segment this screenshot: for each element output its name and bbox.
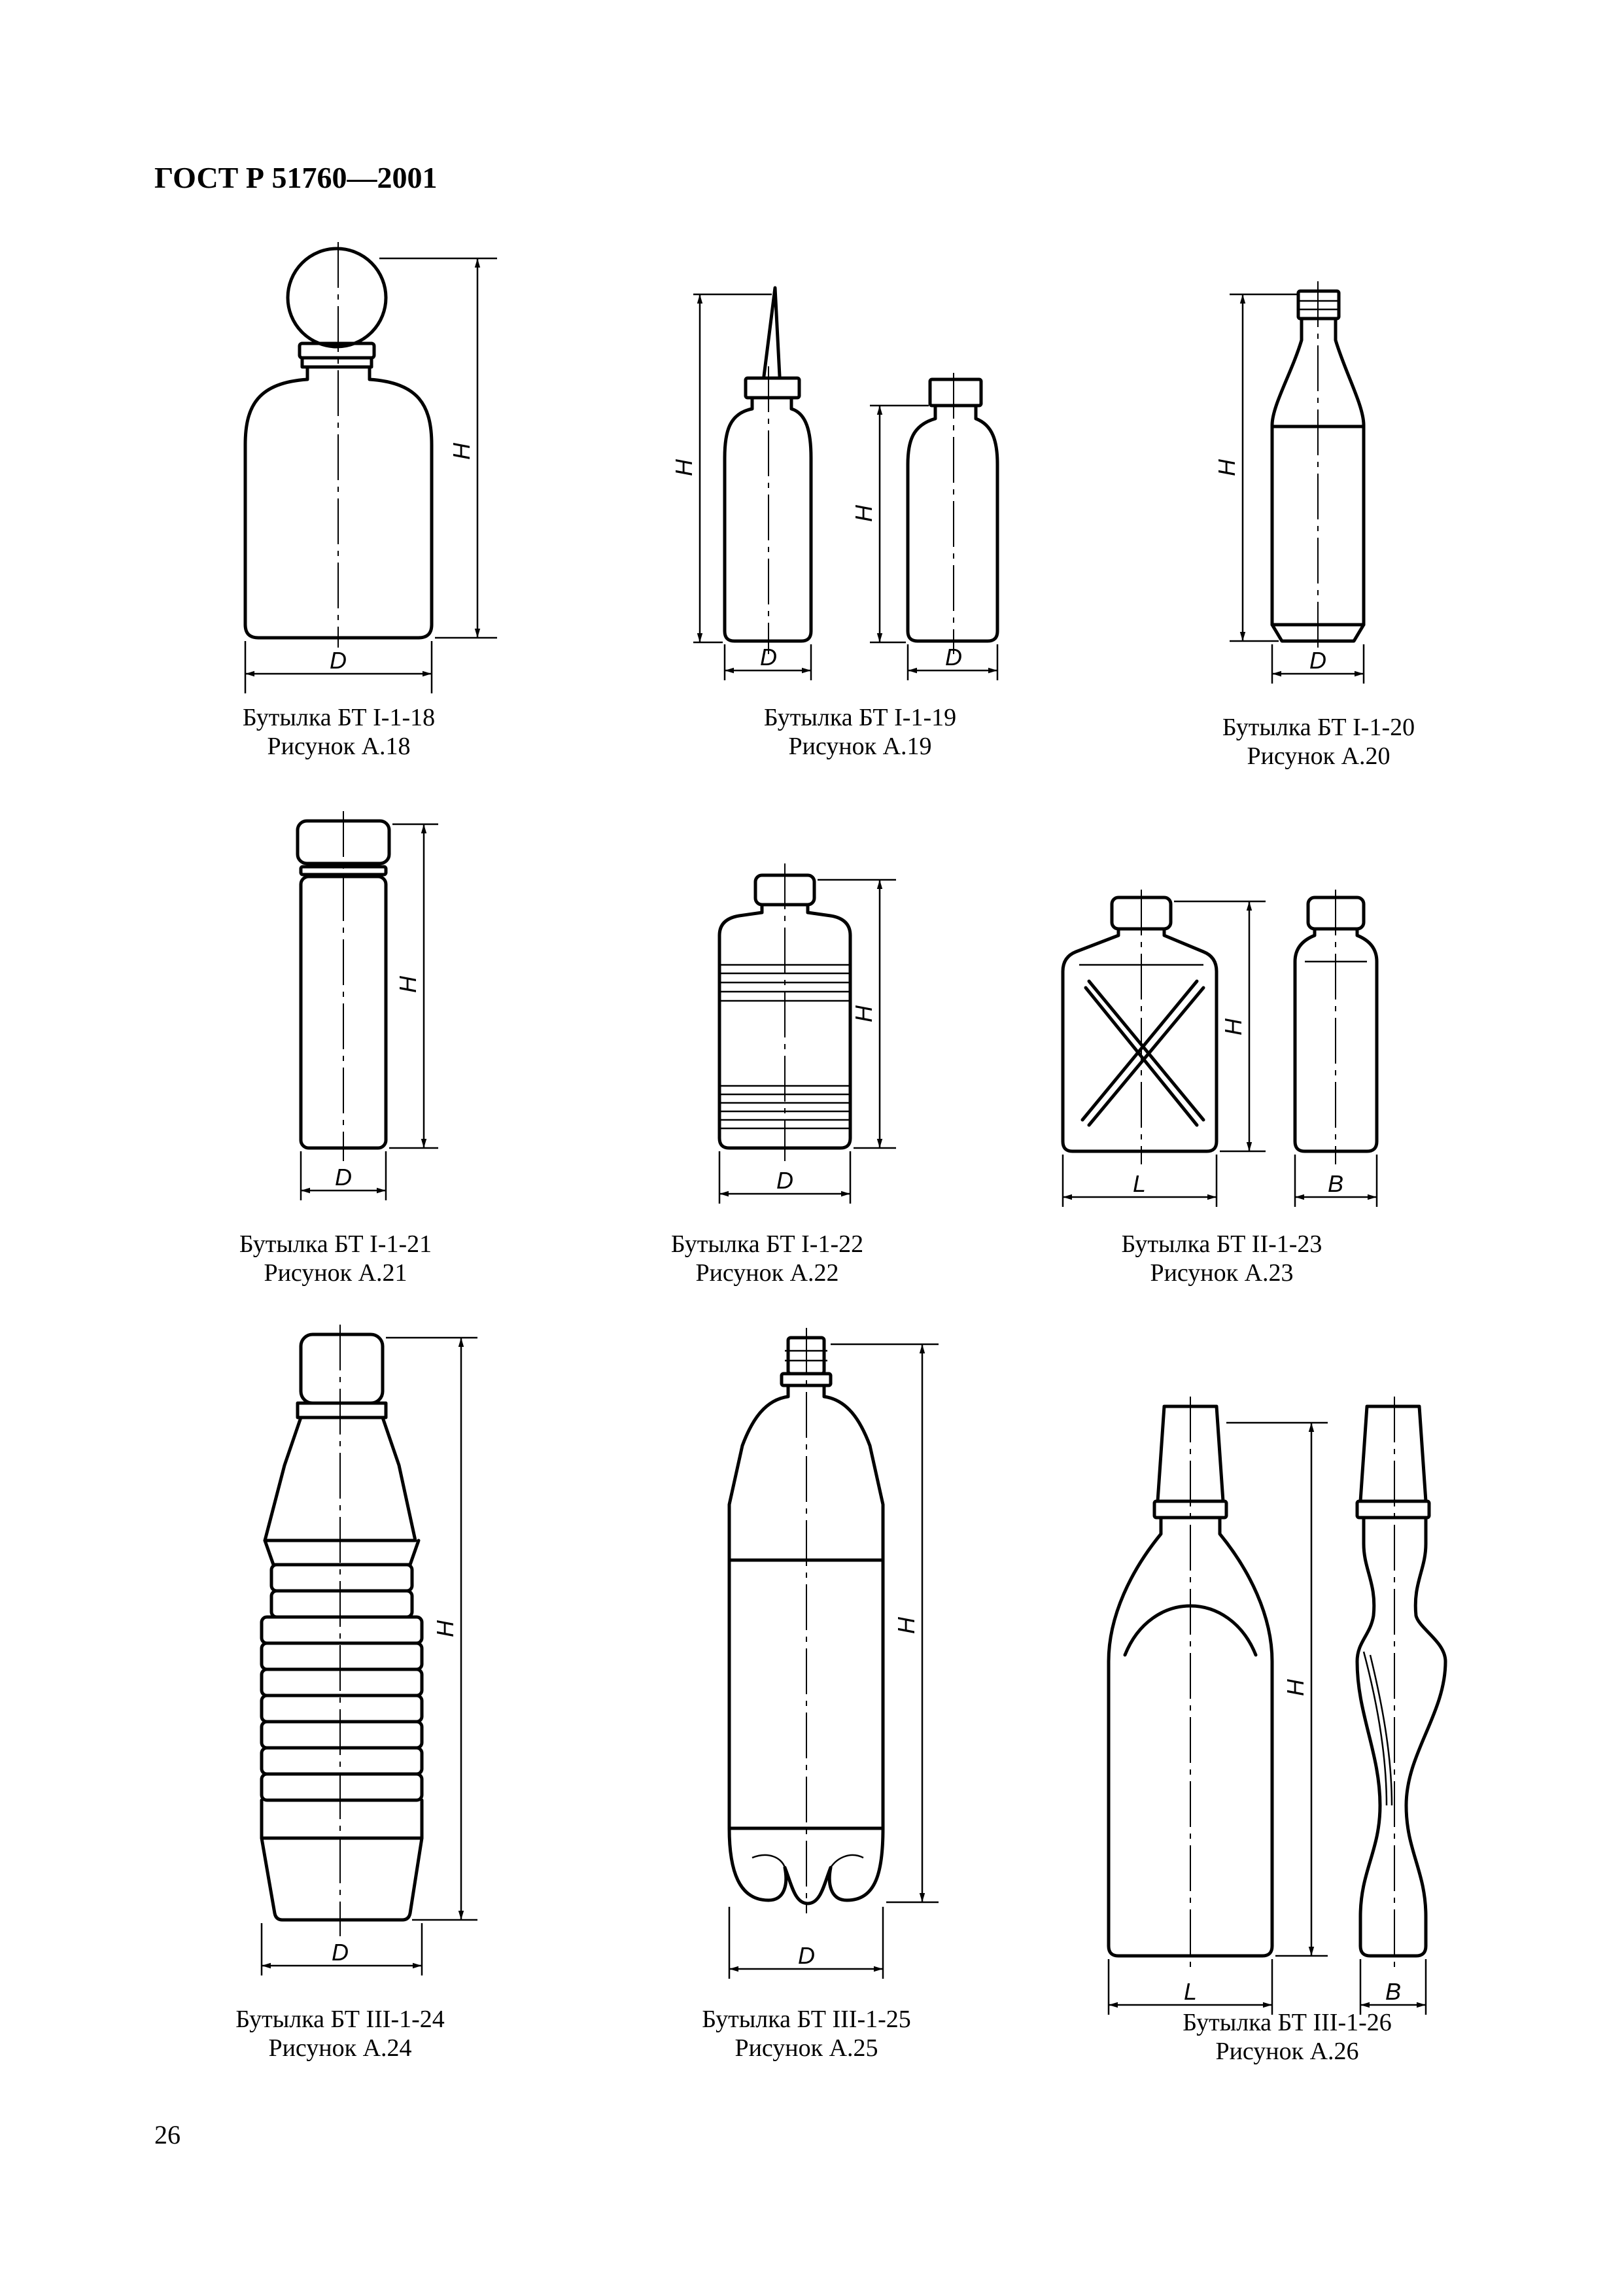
caption-a22-figure: Рисунок А.22 <box>695 1259 839 1287</box>
diameter-label-a22: D <box>776 1167 793 1194</box>
caption-a26 <box>1058 2008 1516 2066</box>
height-label-a26: H <box>1282 1679 1309 1696</box>
caption-a25-name: Бутылка БТ III-1-25 <box>702 2006 911 2033</box>
caption-a25-figure: Рисунок А.25 <box>734 2034 878 2062</box>
caption-a20 <box>1090 713 1547 771</box>
caption-a19-name: Бутылка БТ I-1-19 <box>763 704 957 731</box>
caption-a19 <box>631 703 1089 761</box>
caption-a22-name: Бутылка БТ I-1-22 <box>670 1230 864 1258</box>
caption-a21-figure: Рисунок А.21 <box>264 1259 407 1287</box>
figure-a19-drawing <box>670 288 997 680</box>
caption-a24 <box>111 2005 569 2062</box>
height-label-a22: H <box>850 1005 877 1022</box>
diameter-label-a24: D <box>332 1939 349 1966</box>
length-label-a26: L <box>1183 1978 1198 2005</box>
height-label-a24: H <box>432 1620 458 1637</box>
width-label-a26: B <box>1385 1978 1402 2005</box>
diameter-label-a19-left: D <box>760 644 777 670</box>
caption-a24-name: Бутылка БТ III-1-24 <box>235 2006 445 2033</box>
caption-a24-figure: Рисунок А.24 <box>268 2034 412 2062</box>
caption-a21-name: Бутылка БТ I-1-21 <box>239 1230 432 1258</box>
diameter-label-a20: D <box>1309 647 1326 674</box>
caption-a20-name: Бутылка БТ I-1-20 <box>1222 714 1415 741</box>
figure-a20-drawing <box>1213 281 1364 684</box>
caption-a18-name: Бутылка БТ I-1-18 <box>242 704 436 731</box>
figure-a18-drawing <box>245 242 497 693</box>
height-label-a21: H <box>394 976 421 993</box>
diameter-label-a19-right: D <box>945 644 962 670</box>
height-label-a20: H <box>1213 459 1240 476</box>
caption-a23 <box>993 1230 1451 1287</box>
height-label-a19-right: H <box>850 505 877 522</box>
caption-a26-figure: Рисунок А.26 <box>1215 2038 1359 2065</box>
caption-a20-figure: Рисунок А.20 <box>1247 742 1391 770</box>
diameter-label-a21: D <box>335 1164 352 1191</box>
caption-a21 <box>107 1230 564 1287</box>
figure-a24-drawing <box>262 1325 477 1975</box>
diameter-label-a18: D <box>330 647 347 674</box>
width-label-a23: B <box>1327 1170 1344 1197</box>
caption-a23-figure: Рисунок А.23 <box>1150 1259 1294 1287</box>
figure-a22-drawing <box>719 863 896 1204</box>
diameter-label-a25: D <box>798 1942 815 1969</box>
figure-a25-drawing <box>729 1328 939 1979</box>
height-label-a18: H <box>448 443 475 460</box>
caption-a18 <box>110 703 568 761</box>
figure-a21-drawing <box>298 811 438 1200</box>
height-label-a19-left: H <box>670 459 697 476</box>
figure-a26-drawing <box>1109 1397 1445 2015</box>
caption-a19-figure: Рисунок А.19 <box>788 733 932 760</box>
figure-a23-drawing <box>1063 890 1377 1207</box>
caption-a23-name: Бутылка БТ II-1-23 <box>1121 1230 1322 1258</box>
page-number: 26 <box>154 2120 181 2149</box>
caption-a22 <box>538 1230 996 1287</box>
height-label-a25: H <box>893 1617 920 1634</box>
length-label-a23: L <box>1132 1170 1147 1197</box>
caption-a25 <box>578 2005 1035 2062</box>
page-header: ГОСТ Р 51760—2001 <box>154 161 438 194</box>
height-label-a23: H <box>1220 1018 1247 1035</box>
caption-a26-name: Бутылка БТ III-1-26 <box>1183 2009 1392 2036</box>
caption-a18-figure: Рисунок А.18 <box>267 733 411 760</box>
